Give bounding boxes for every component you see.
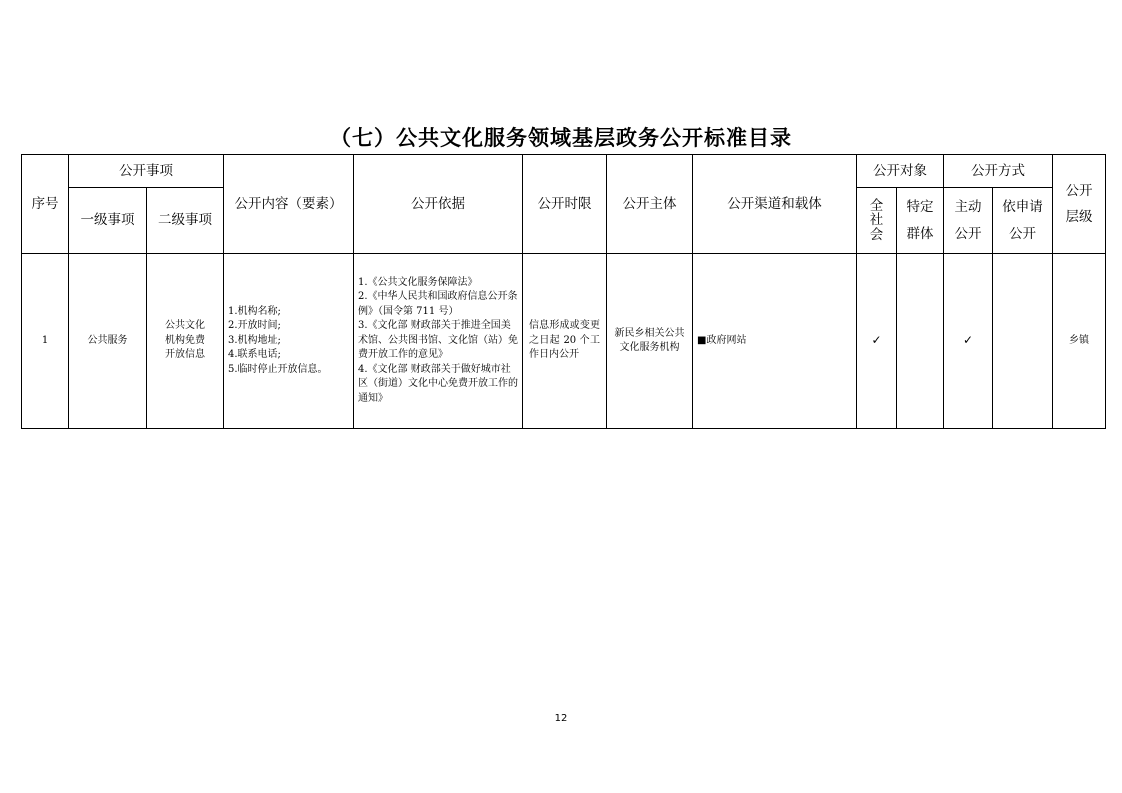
header-method-request [993, 188, 1053, 254]
header-content: 公开内容（要素） [224, 155, 354, 254]
document-title: （七）公共文化服务领域基层政务公开标准目录 [330, 125, 792, 150]
content-item: 1.机构名称; [228, 305, 281, 317]
header-method-group: 公开方式 [944, 155, 1053, 188]
row-target-specific [897, 254, 944, 429]
header-basis: 公开依据 [354, 155, 523, 254]
standard-catalog-table [21, 154, 1106, 429]
row-level: 乡镇 [1053, 254, 1106, 429]
header-target-public-char-2: 社 [869, 212, 884, 229]
header-time-limit: 公开时限 [523, 155, 607, 254]
row-method-active-check: ✓ [944, 254, 993, 429]
header-target-public-char-1: 全 [869, 198, 884, 215]
header-items-group: 公开事项 [69, 155, 224, 188]
row-channel: ■政府网站 [693, 254, 857, 429]
row-basis [354, 254, 523, 429]
header-target-specific [897, 188, 944, 254]
row-seq: 1 [22, 254, 69, 429]
row-subject: 新民乡相关公共文化服务机构 [607, 254, 693, 429]
page-number: 12 [554, 713, 568, 724]
header-method-active-line-1: 主动 [954, 199, 982, 216]
header-level1: 一级事项 [69, 188, 147, 254]
content-item: 2.开放时间; [228, 320, 281, 332]
row-level2-line-1: 公共文化 [165, 320, 205, 332]
header-method-request-line-2: 公开 [1009, 225, 1036, 242]
basis-item: 3.《文化部 财政部关于推进全国美术馆、公共图书馆、文化馆（站）免费开放工作的意见》 [358, 320, 518, 361]
header-row-1 [22, 155, 1106, 188]
basis-item: 4.《文化部 财政部关于做好城市社区（街道）文化中心免费开放工作的通知》 [358, 363, 518, 404]
basis-item: 2.《中华人民共和国政府信息公开条例》（国令第 711 号） [358, 291, 518, 317]
header-target-group: 公开对象 [857, 155, 944, 188]
content-item: 5.临时停止开放信息。 [228, 363, 328, 375]
header-level2: 二级事项 [147, 188, 224, 254]
row-target-public-check: ✓ [857, 254, 897, 429]
header-level-line-1: 公开 [1065, 182, 1093, 199]
row-time-limit: 信息形成或变更之日起 20 个工作日内公开 [523, 254, 607, 429]
header-method-request-line-1: 依申请 [1002, 199, 1043, 216]
header-channel: 公开渠道和载体 [693, 155, 857, 254]
header-method-active [944, 188, 993, 254]
header-target-public-char-3: 会 [869, 226, 884, 243]
header-target-specific-line-2: 群体 [906, 225, 934, 242]
row-level2 [147, 254, 224, 429]
header-method-active-line-2: 公开 [954, 225, 982, 242]
row-content [224, 254, 354, 429]
header-seq: 序号 [22, 155, 69, 254]
header-target-public [857, 188, 897, 254]
content-item: 4.联系电话; [228, 349, 281, 361]
header-level [1053, 155, 1106, 254]
content-item: 3.机构地址; [228, 334, 281, 346]
table-row [22, 254, 1106, 429]
basis-item: 1.《公共文化服务保障法》 [358, 276, 478, 288]
row-level2-line-2: 机构免费 [165, 334, 205, 346]
row-level2-line-3: 开放信息 [165, 349, 205, 361]
header-subject: 公开主体 [607, 155, 693, 254]
row-level1: 公共服务 [69, 254, 147, 429]
header-target-specific-line-1: 特定 [906, 199, 934, 216]
row-method-request [993, 254, 1053, 429]
header-level-line-2: 层级 [1065, 209, 1093, 225]
